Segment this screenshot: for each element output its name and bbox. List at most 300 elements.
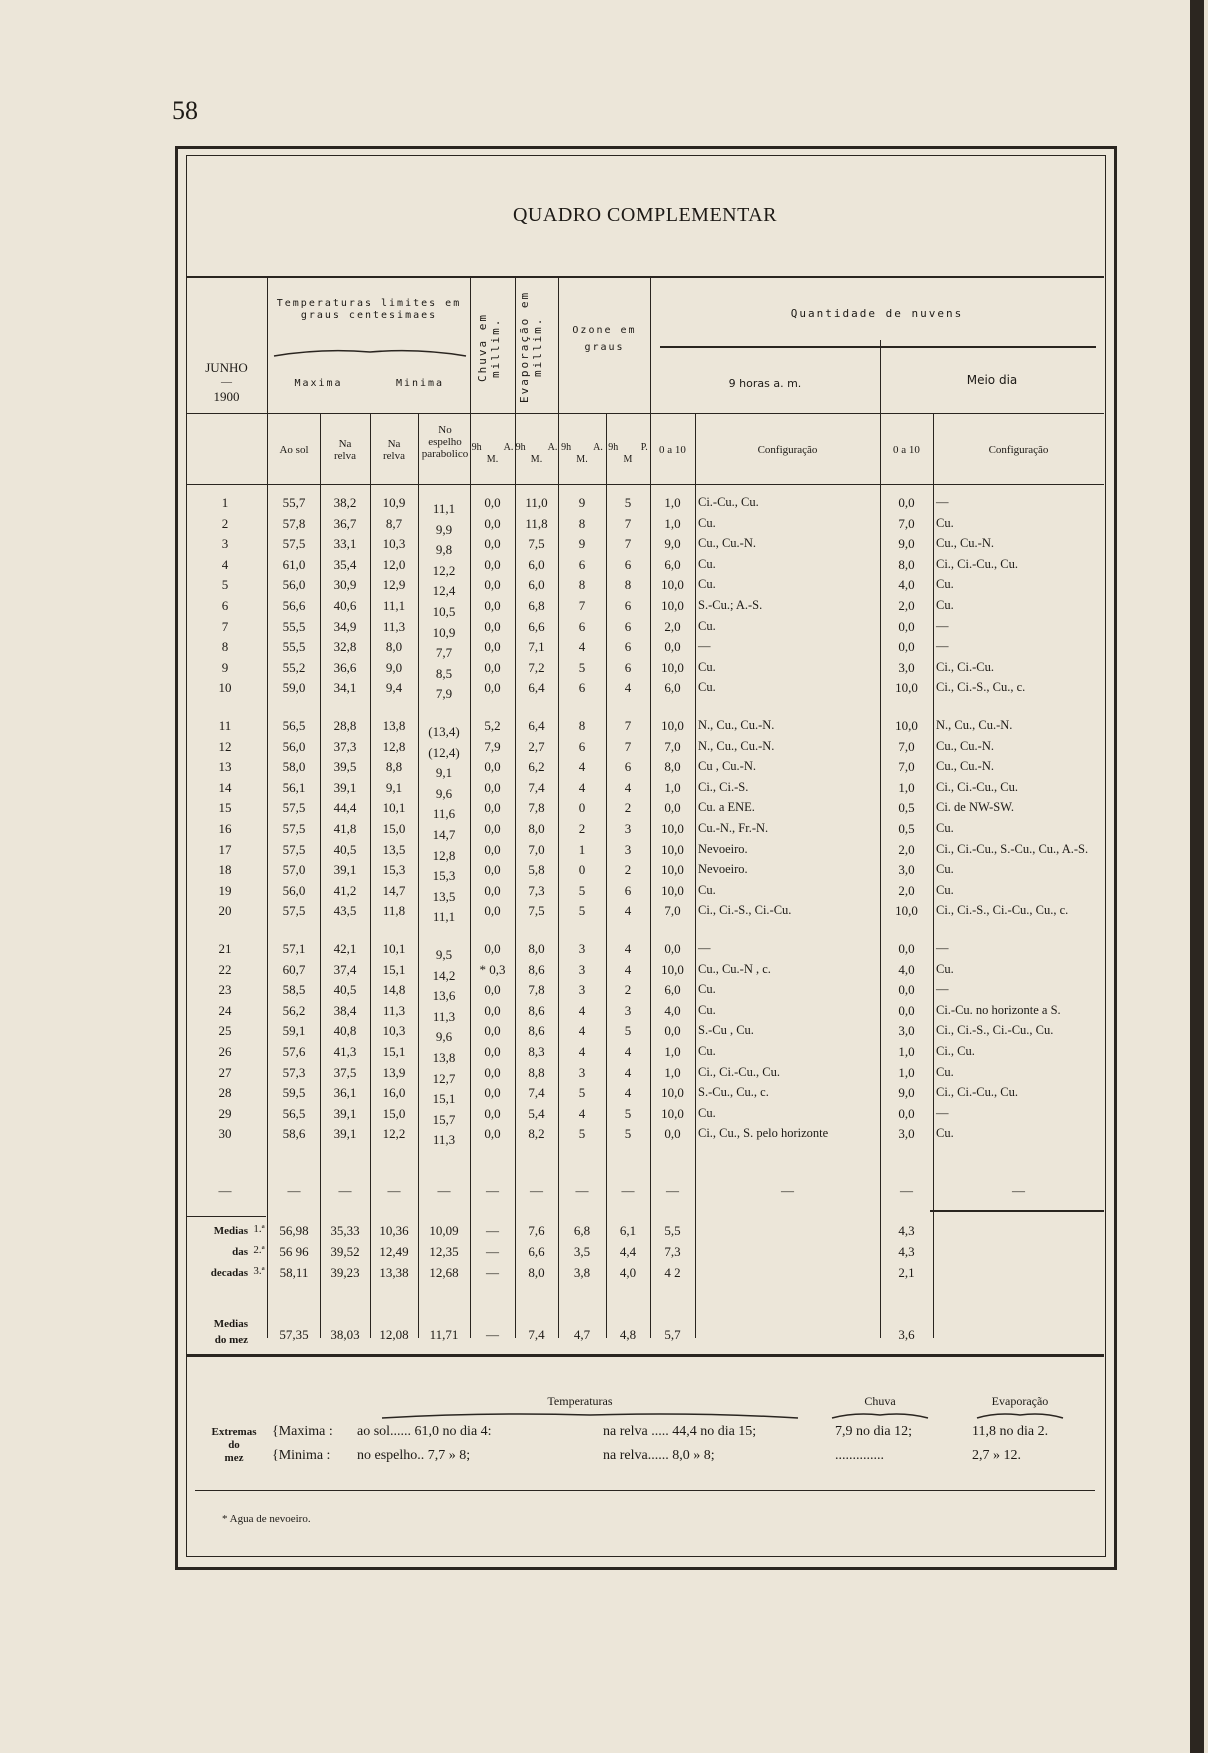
table-cell: 5 bbox=[624, 1023, 632, 1039]
table-cell: 4 bbox=[578, 1023, 586, 1039]
table-cell: Cu. bbox=[936, 882, 954, 897]
table-cell: 6 bbox=[578, 680, 586, 696]
table-cell: 6,8 bbox=[528, 598, 545, 613]
table-cell: 7,0 bbox=[898, 515, 915, 531]
ao-sol-header: Ao sol bbox=[279, 444, 309, 456]
table-cell: 59,1 bbox=[282, 1023, 306, 1039]
table-cell: 0,0 bbox=[484, 556, 501, 572]
table-cell: N., Cu., Cu.-N. bbox=[936, 718, 1013, 732]
table-cell: 15,1 bbox=[382, 961, 406, 977]
extremas-min-relva: na relva...... 8,0 » 8; bbox=[603, 1448, 715, 1463]
decada-cell: 12,35 bbox=[429, 1244, 459, 1259]
table-cell: 7,3 bbox=[528, 882, 545, 898]
table-cell: 1,0 bbox=[664, 495, 681, 510]
table-cell: 0,0 bbox=[484, 536, 501, 552]
extremas-max-sol: ao sol...... 61,0 no dia 4: bbox=[357, 1424, 492, 1439]
table-cell: 2 bbox=[624, 982, 632, 998]
table-cell: 8,6 bbox=[528, 1023, 545, 1039]
table-cell: 4 bbox=[624, 779, 632, 795]
page-number: 58 bbox=[172, 96, 198, 125]
table-cell: 34,1 bbox=[333, 680, 357, 696]
table-cell: 55,5 bbox=[282, 639, 306, 655]
table-cell: Cu., Cu.-N. bbox=[936, 738, 994, 753]
table-cell: 5 bbox=[624, 1126, 632, 1142]
table-cell: 30 bbox=[218, 1126, 232, 1142]
decada-cell: 12,68 bbox=[429, 1265, 459, 1280]
table-cell: 2,7 bbox=[528, 738, 545, 754]
table-cell: 0,0 bbox=[484, 821, 501, 836]
table-cell: 11 bbox=[218, 718, 232, 733]
table-cell: Cu. bbox=[698, 1044, 716, 1058]
table-cell: 0,0 bbox=[664, 639, 681, 655]
table-cell: — bbox=[698, 639, 711, 654]
extremas-evap-min: 2,7 » 12. bbox=[972, 1448, 1021, 1463]
table-cell: 5,8 bbox=[528, 862, 545, 878]
decada-cell: 3,8 bbox=[573, 1265, 591, 1280]
table-cell: 7,9 bbox=[435, 686, 453, 702]
table-cell: 10,0 bbox=[895, 680, 918, 696]
table-cell: 57,5 bbox=[282, 536, 306, 552]
table-cell: S.-Cu , Cu. bbox=[698, 1023, 754, 1038]
table-cell: Cu. bbox=[698, 1002, 716, 1017]
table-cell: Cu. bbox=[698, 556, 716, 571]
table-cell: 6 bbox=[578, 738, 586, 754]
table-cell: 3,0 bbox=[898, 862, 915, 878]
table-cell: 2,0 bbox=[898, 598, 915, 613]
table-cell: 60,7 bbox=[282, 961, 306, 977]
decada-cell: — bbox=[486, 1265, 499, 1280]
ozone-header: Ozone em graus bbox=[572, 325, 637, 353]
table-cell: 7 bbox=[624, 536, 632, 552]
page-title: QUADRO COMPLEMENTAR bbox=[512, 204, 778, 226]
chuva-brace bbox=[830, 1410, 930, 1420]
table-cell: 0,5 bbox=[898, 800, 915, 816]
table-cell: 1,0 bbox=[898, 779, 915, 795]
temperaturas-brace bbox=[380, 1410, 800, 1420]
dash-cell: — bbox=[338, 1183, 352, 1198]
table-cell: Cu. bbox=[698, 982, 716, 997]
table-cell: 12 bbox=[218, 738, 232, 754]
table-cell: 7,1 bbox=[528, 639, 545, 655]
table-cell: 56,6 bbox=[282, 598, 306, 613]
table-cell: 6 bbox=[624, 759, 632, 775]
table-cell: 5 bbox=[578, 903, 586, 919]
table-cell: 5 bbox=[578, 1085, 586, 1101]
table-cell: 7,0 bbox=[664, 738, 681, 754]
table-cell: 0,0 bbox=[484, 903, 501, 919]
table-cell: 10,5 bbox=[432, 604, 456, 619]
table-cell: 6 bbox=[624, 882, 632, 898]
dash-cell: — bbox=[530, 1183, 543, 1198]
table-cell: 10,0 bbox=[661, 841, 684, 857]
table-cell: Cu. bbox=[936, 961, 954, 976]
table-cell: 5,4 bbox=[528, 1105, 545, 1121]
table-cell: 6 bbox=[578, 556, 586, 572]
table-cell: 11,3 bbox=[382, 1002, 406, 1018]
table-cell: 13,8 bbox=[432, 1050, 456, 1065]
table-cell: 9,0 bbox=[898, 1085, 915, 1101]
table-cell: 56,0 bbox=[282, 882, 306, 898]
table-cell: 8,6 bbox=[528, 1002, 545, 1018]
table-cell: 57,5 bbox=[282, 821, 306, 836]
table-cell: 13 bbox=[218, 759, 232, 775]
table-cell: 1,0 bbox=[898, 1064, 915, 1080]
table-cell: 7,4 bbox=[528, 1085, 545, 1101]
table-cell: Cu., Cu.-N. bbox=[936, 759, 994, 774]
table-cell: 1,0 bbox=[664, 1064, 681, 1080]
decada-cell: 4,0 bbox=[619, 1265, 637, 1280]
table-cell: 55,2 bbox=[282, 659, 306, 675]
decada-cell: 4 2 bbox=[664, 1265, 681, 1280]
table-cell: 4 bbox=[578, 1044, 586, 1059]
table-cell: 41,8 bbox=[333, 821, 357, 836]
table-cell: 9 bbox=[578, 495, 586, 510]
evaporacao-brace bbox=[975, 1410, 1065, 1420]
table-cell: 23 bbox=[218, 982, 232, 998]
table-cell: 8,5 bbox=[435, 665, 453, 681]
table-cell: 57,1 bbox=[282, 941, 306, 956]
table-cell: 8,0 bbox=[528, 941, 545, 956]
table-cell: 7,9 bbox=[484, 738, 501, 754]
decada-cell: 10,09 bbox=[429, 1223, 459, 1238]
table-cell: 8 bbox=[578, 577, 586, 593]
table-cell: 36,7 bbox=[333, 515, 357, 531]
table-cell: 3 bbox=[578, 982, 586, 998]
table-cell: 43,5 bbox=[333, 903, 357, 919]
table-cell: Nevoeiro. bbox=[698, 862, 748, 877]
table-cell: 0,0 bbox=[484, 1044, 501, 1059]
decada-cell: 35,33 bbox=[330, 1223, 360, 1238]
table-cell: 8,0 bbox=[664, 759, 681, 775]
table-cell: 28,8 bbox=[333, 718, 357, 733]
extremas-evap-max: 11,8 no dia 2. bbox=[972, 1424, 1049, 1439]
table-cell: 0,0 bbox=[664, 800, 681, 816]
table-cell: Ci., Ci.-Cu., Cu. bbox=[936, 1085, 1018, 1100]
table-cell: 29 bbox=[218, 1105, 232, 1121]
table-cell: 0,0 bbox=[484, 982, 501, 998]
table-cell: 8,3 bbox=[528, 1044, 545, 1059]
table-cell: Ci., Ci.-Cu., Cu. bbox=[698, 1064, 780, 1079]
table-cell: 24 bbox=[218, 1002, 232, 1018]
table-cell: Ci.-Cu., Cu. bbox=[698, 495, 759, 509]
table-cell: 44,4 bbox=[333, 800, 357, 816]
table-cell: 11,1 bbox=[382, 598, 406, 613]
mez-cell: 11,71 bbox=[429, 1327, 459, 1342]
table-cell: 55,7 bbox=[282, 495, 306, 510]
table-cell: 16,0 bbox=[382, 1085, 406, 1101]
table-cell: Ci., Cu. bbox=[936, 1044, 975, 1058]
evap-9am-header: 9h A. M. bbox=[515, 442, 558, 465]
dash-cell: — bbox=[486, 1183, 499, 1198]
decada-cell: 7,6 bbox=[528, 1223, 545, 1238]
table-cell: Cu. bbox=[698, 882, 716, 897]
table-cell: 8,7 bbox=[385, 515, 403, 531]
table-cell: 36,6 bbox=[333, 659, 357, 675]
nove-horas-header: 9 horas a. m. bbox=[728, 377, 802, 390]
table-cell: 3 bbox=[624, 841, 632, 857]
table-cell: 57,0 bbox=[282, 862, 306, 878]
table-cell: Cu., Cu.-N , c. bbox=[698, 961, 771, 976]
table-cell: 5 bbox=[578, 882, 586, 898]
table-cell: 9,1 bbox=[385, 779, 403, 795]
table-cell: 14,7 bbox=[382, 882, 406, 898]
table-cell: 15,1 bbox=[432, 1091, 456, 1107]
table-cell: Nevoeiro. bbox=[698, 841, 748, 856]
table-cell: 5 bbox=[624, 1105, 632, 1121]
decada-cell: 13,38 bbox=[379, 1265, 409, 1280]
table-cell: 7 bbox=[221, 618, 229, 634]
table-cell: 35,4 bbox=[333, 556, 357, 572]
decada-cell: 5,5 bbox=[664, 1223, 681, 1238]
table-cell: 9,4 bbox=[385, 680, 403, 696]
table-cell: 6,6 bbox=[528, 618, 545, 634]
table-cell: Cu., Cu.-N. bbox=[936, 536, 994, 551]
extremas-evaporacao-header: Evaporação bbox=[991, 1394, 1049, 1408]
table-cell: 14,7 bbox=[432, 827, 456, 842]
table-cell: Cu. bbox=[698, 1105, 716, 1120]
table-cell: 0,0 bbox=[484, 1126, 501, 1142]
decada-cell: 4,3 bbox=[898, 1244, 915, 1259]
table-cell: 8,0 bbox=[898, 556, 915, 572]
nuvens-noon-config-header: Configuração bbox=[988, 444, 1049, 456]
table-cell: 17 bbox=[218, 841, 232, 857]
table-cell: Ci. de NW-SW. bbox=[936, 800, 1015, 815]
dash-cell: — bbox=[666, 1183, 679, 1198]
table-cell: 11,1 bbox=[432, 909, 456, 925]
table-cell: 39,1 bbox=[333, 1105, 357, 1121]
table-cell: 10,9 bbox=[382, 495, 406, 510]
table-cell: 4 bbox=[624, 941, 632, 956]
table-cell: 6 bbox=[624, 618, 632, 634]
table-cell: 0,0 bbox=[664, 1126, 681, 1142]
table-cell: 56,2 bbox=[282, 1002, 306, 1018]
table-cell: 6,0 bbox=[664, 556, 681, 572]
table-cell: 4,0 bbox=[898, 577, 915, 593]
extremas-minima-label: {Minima : bbox=[272, 1448, 331, 1463]
table-cell: 21 bbox=[218, 941, 232, 956]
table-cell: 9,6 bbox=[435, 1029, 453, 1045]
table-cell: 10,0 bbox=[661, 718, 684, 733]
table-cell: 1,0 bbox=[664, 1044, 681, 1059]
table-cell: 56,1 bbox=[282, 779, 306, 795]
table-cell: (12,4) bbox=[428, 744, 460, 760]
table-cell: 4 bbox=[578, 759, 586, 775]
table-cell: 1,0 bbox=[898, 1044, 915, 1059]
dash-cell: — bbox=[1012, 1183, 1025, 1198]
table-cell: 59,5 bbox=[282, 1085, 306, 1101]
table-cell: 58,5 bbox=[282, 982, 306, 998]
table-cell: 0,0 bbox=[484, 779, 501, 795]
table-cell: 36,1 bbox=[333, 1085, 357, 1101]
table-cell: 0 bbox=[578, 800, 586, 816]
table-cell: Cu. bbox=[936, 598, 954, 612]
meio-dia-header: Meio dia bbox=[966, 373, 1018, 387]
extremas-max-relva: na relva ..... 44,4 no dia 15; bbox=[603, 1424, 757, 1439]
table-cell: 37,5 bbox=[333, 1064, 357, 1080]
table-cell: Ci., Ci.-Cu., Cu. bbox=[936, 779, 1018, 794]
table-cell: 2 bbox=[624, 862, 632, 878]
table-cell: 9,0 bbox=[664, 536, 681, 552]
table-cell: 2,0 bbox=[664, 618, 681, 634]
table-cell: Cu. bbox=[936, 515, 954, 530]
table-cell: 4 bbox=[624, 1064, 632, 1080]
table-cell: 3 bbox=[624, 821, 632, 836]
table-cell: 6,4 bbox=[528, 680, 545, 696]
decada-cell: 2.ª bbox=[253, 1244, 265, 1256]
table-cell: 10,0 bbox=[661, 882, 684, 898]
table-cell: 57,6 bbox=[282, 1044, 306, 1059]
extremas-do-label: do bbox=[228, 1439, 240, 1451]
table-cell: 4 bbox=[624, 1044, 632, 1059]
table-cell: 55,5 bbox=[282, 618, 306, 634]
table-cell: N., Cu., Cu.-N. bbox=[698, 718, 775, 732]
table-cell: 12,8 bbox=[432, 847, 456, 863]
na-relva-max-header: Na relva bbox=[334, 438, 356, 462]
table-cell: 10,0 bbox=[895, 903, 918, 919]
table-cell: 11,0 bbox=[525, 495, 548, 510]
table-cell: 6,0 bbox=[528, 577, 545, 593]
maxima-minima-brace bbox=[272, 346, 468, 358]
table-cell: 6 bbox=[221, 598, 229, 613]
table-cell: 4 bbox=[578, 639, 586, 655]
table-cell: 11,8 bbox=[382, 903, 406, 919]
table-cell: 22 bbox=[218, 961, 232, 977]
medias-mez-label: Medias bbox=[213, 1318, 248, 1330]
table-cell: 12,7 bbox=[432, 1070, 456, 1086]
table-cell: 8,0 bbox=[528, 821, 545, 836]
mez-cell: — bbox=[486, 1327, 499, 1342]
table-cell: 0,0 bbox=[484, 659, 501, 675]
decada-cell: 8,0 bbox=[528, 1265, 545, 1280]
table-cell: S.-Cu.; A.-S. bbox=[698, 598, 763, 612]
table-cell: 13,9 bbox=[382, 1064, 406, 1080]
decada-cell: 6,6 bbox=[528, 1244, 545, 1259]
table-cell: 4 bbox=[624, 1085, 632, 1101]
table-cell: — bbox=[936, 495, 949, 509]
table-cell: 12,0 bbox=[382, 556, 406, 572]
table-cell: 0,0 bbox=[484, 862, 501, 878]
dash-cell: — bbox=[781, 1183, 794, 1198]
table-cell: 6 bbox=[624, 659, 632, 675]
table-cell: 15,0 bbox=[382, 1105, 406, 1121]
table-cell: 14,8 bbox=[382, 982, 406, 998]
table-cell: 56,5 bbox=[282, 1105, 306, 1121]
extremas-maxima-label: {Maxima : bbox=[272, 1424, 333, 1439]
table-cell: 57,8 bbox=[282, 515, 306, 531]
table-cell: 41,2 bbox=[333, 882, 357, 898]
decadas-label: decadas bbox=[210, 1267, 248, 1279]
table-cell: 2 bbox=[221, 515, 229, 531]
temperature-group-header: Temperaturas limites em graus centesimaes bbox=[276, 298, 462, 321]
decada-cell: 58,11 bbox=[279, 1265, 309, 1280]
table-cell: Cu. bbox=[698, 659, 716, 674]
table-cell: 6,0 bbox=[664, 982, 681, 998]
table-cell: 6 bbox=[578, 618, 586, 634]
table-cell: 0,0 bbox=[484, 495, 501, 510]
table-cell: 9,8 bbox=[435, 542, 453, 558]
table-cell: 10,0 bbox=[661, 1085, 684, 1101]
table-cell: 15 bbox=[218, 800, 232, 816]
table-cell: 11,3 bbox=[432, 1132, 456, 1148]
mez-cell: 57,35 bbox=[279, 1327, 309, 1342]
maxima-header: Maxima bbox=[294, 378, 343, 389]
table-cell: 12,2 bbox=[382, 1126, 406, 1142]
table-cell: 58,0 bbox=[282, 759, 306, 775]
year-label: 1900 bbox=[213, 389, 240, 404]
table-cell: 6 bbox=[624, 639, 632, 655]
table-cell: 27 bbox=[218, 1064, 232, 1080]
decada-cell: 39,52 bbox=[330, 1244, 360, 1259]
table-cell: 7,5 bbox=[528, 536, 545, 552]
table-cell: 0,0 bbox=[898, 941, 915, 956]
table-cell: 13,5 bbox=[432, 888, 456, 904]
decada-cell: 39,23 bbox=[330, 1265, 360, 1280]
table-cell: 7,0 bbox=[664, 903, 681, 919]
month-label: JUNHO bbox=[205, 360, 248, 375]
table-cell: 19 bbox=[218, 882, 232, 898]
no-espelho-header: No espelho parabolico bbox=[421, 424, 469, 460]
table-cell: 4 bbox=[578, 1002, 586, 1018]
dash-cell: — bbox=[437, 1183, 451, 1198]
table-cell: 39,5 bbox=[333, 759, 357, 775]
table-cell: 4 bbox=[578, 1105, 586, 1121]
table-cell: 1 bbox=[578, 841, 586, 857]
table-cell: 0,0 bbox=[664, 941, 681, 956]
evaporacao-header: Evaporação em millim. bbox=[518, 290, 544, 404]
table-cell: 0,0 bbox=[898, 639, 915, 655]
dash-cell: — bbox=[387, 1183, 401, 1198]
table-cell: 11,1 bbox=[432, 501, 456, 516]
table-cell: 2 bbox=[624, 800, 632, 816]
table-cell: 3,0 bbox=[898, 659, 915, 675]
table-cell: 11,8 bbox=[525, 515, 548, 531]
table-cell: 15,7 bbox=[432, 1111, 456, 1127]
header-dash: — bbox=[221, 376, 232, 388]
table-cell: 0,0 bbox=[484, 515, 501, 531]
table-cell: 0,0 bbox=[484, 618, 501, 634]
table-cell: 4 bbox=[624, 680, 632, 696]
decada-cell: 12,49 bbox=[379, 1244, 409, 1259]
dash-cell: — bbox=[900, 1183, 913, 1198]
dash-cell: — bbox=[218, 1183, 232, 1198]
table-cell: 0,0 bbox=[484, 598, 501, 613]
extremas-min-espelho: no espelho.. 7,7 » 8; bbox=[357, 1448, 471, 1463]
table-cell: 0,0 bbox=[484, 1023, 501, 1039]
table-cell: 7 bbox=[624, 718, 632, 733]
table-cell: 0,0 bbox=[484, 759, 501, 775]
table-cell: 10,0 bbox=[661, 821, 684, 836]
table-cell: 13,6 bbox=[432, 988, 456, 1004]
table-cell: 1 bbox=[221, 495, 229, 510]
mez-cell: 4,7 bbox=[573, 1327, 591, 1342]
table-cell: 57,5 bbox=[282, 800, 306, 816]
table-cell: 4,0 bbox=[664, 1002, 681, 1018]
mez-cell: 5,7 bbox=[664, 1327, 681, 1342]
table-cell: 0,0 bbox=[484, 1085, 501, 1101]
table-cell: 0,0 bbox=[484, 680, 501, 696]
table-cell: 40,5 bbox=[333, 841, 357, 857]
table-cell: 7 bbox=[624, 738, 632, 754]
table-cell: 13,5 bbox=[382, 841, 406, 857]
table-cell: 3 bbox=[624, 1002, 632, 1018]
table-cell: 5 bbox=[221, 577, 229, 593]
table-cell: 56,0 bbox=[282, 577, 306, 593]
table-cell: 11,3 bbox=[432, 1008, 456, 1024]
table-cell: (13,4) bbox=[428, 724, 460, 739]
table-cell: 10,9 bbox=[432, 624, 456, 640]
table-cell: 7,5 bbox=[528, 903, 545, 919]
table-cell: Cu. bbox=[936, 862, 954, 877]
